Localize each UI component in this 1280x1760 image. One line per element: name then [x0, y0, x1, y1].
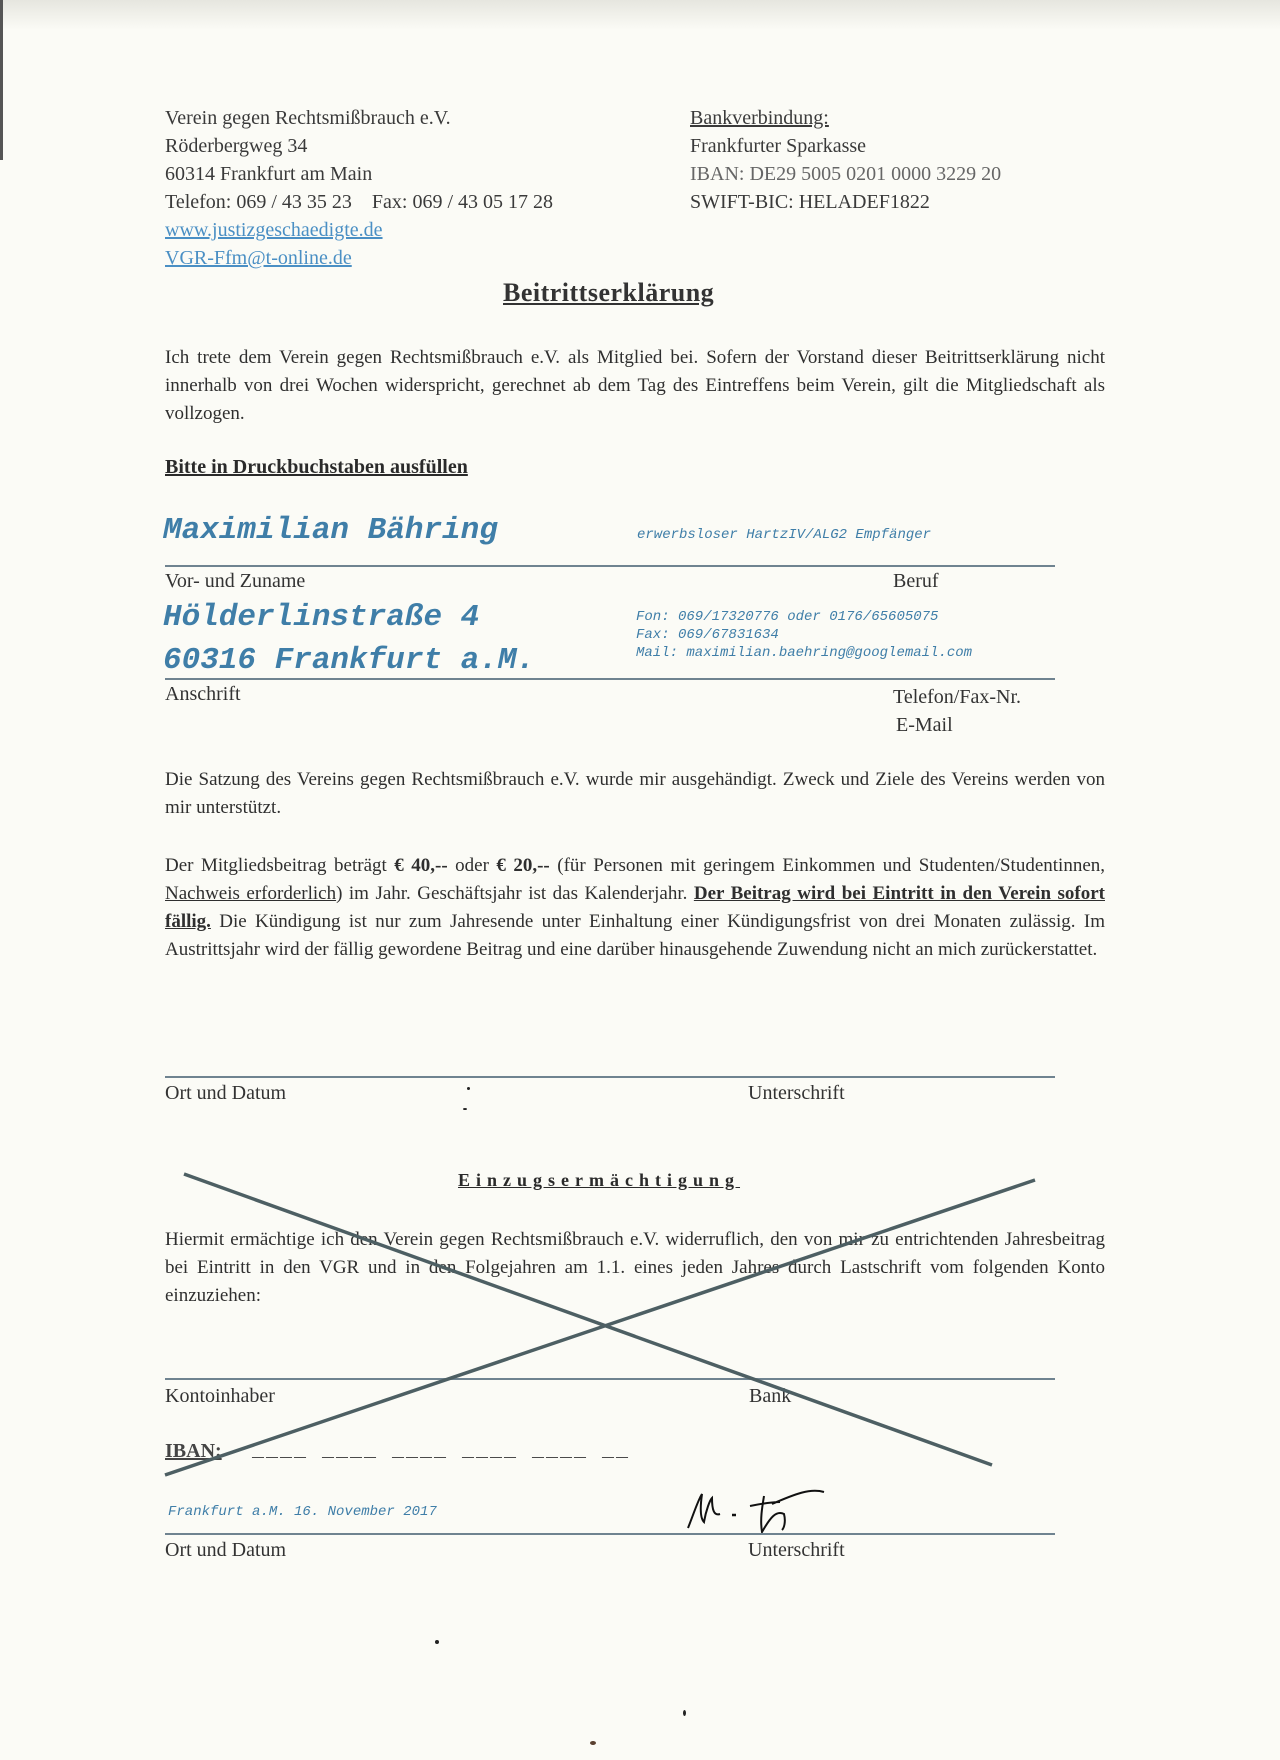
account-holder-label: Kontoinhaber: [165, 1385, 275, 1407]
cross-line-up: [165, 1180, 1035, 1475]
address-label: Anschrift: [165, 683, 241, 705]
iban-label: IBAN:: [165, 1440, 222, 1462]
fee-due-note: Der Beitrag wird bei Eintritt in den Verein sofort fällig.: [165, 883, 1105, 932]
place-date-label-2: Ort und Datum: [165, 1539, 287, 1561]
signature-line-2: [165, 1533, 1055, 1535]
contact-label-phone: Telefon/Fax-Nr.: [893, 686, 1022, 708]
name-label: Vor- und Zuname: [165, 570, 306, 592]
signature-stroke-3: [750, 1491, 824, 1532]
mail-value: Mail: maximilian.baehring@googlemail.com: [636, 645, 973, 661]
fee-text-5: Die Kündigung ist nur zum Jahresende unter Einhaltung einer Kündigungsfrist von drei Monaten zulässig. Im Austrittsjahr wird der fällig gewordene Beitrag und eine darüber hinausgehende Zuwendung nicht an mich zurückerstattet.: [165, 911, 1105, 960]
bank-bic: SWIFT-BIC: HELADEF1822: [690, 191, 930, 213]
full-name-field[interactable]: Maximilian Bähring: [163, 513, 498, 548]
bank-heading: Bankverbindung:: [690, 107, 829, 129]
sender-city: 60314 Frankfurt am Main: [165, 163, 373, 185]
page-title: Beitrittserklärung: [503, 278, 715, 307]
signature-stroke-1: [688, 1494, 720, 1528]
scan-speck: [435, 1640, 439, 1644]
fee-amount-regular: € 40,--: [394, 855, 448, 876]
occupation-field[interactable]: erwerbsloser HartzIV/ALG2 Empfänger: [637, 527, 932, 543]
address-line2-field[interactable]: 60316 Frankfurt a.M.: [163, 643, 536, 678]
fee-text-3: (für Personen mit geringem Einkommen und Studenten/Studentinnen,: [549, 855, 1106, 876]
bank-label: Bank: [749, 1385, 792, 1407]
intro-paragraph: Ich trete dem Verein gegen Rechtsmißbrauch e.V. als Mitglied bei. Sofern der Vorstand dieser Beitrittserklärung nicht innerhalb von drei Wochen widerspricht, gerechnet ab dem Tag des Eintreffens beim Verein, gilt die Mitgliedschaft als vollzogen.: [165, 347, 1105, 424]
signature-label-1: Unterschrift: [748, 1082, 845, 1104]
sender-email-link[interactable]: VGR-Ffm@t-online.de: [165, 247, 352, 269]
scan-speck: [590, 1741, 596, 1745]
scan-speck: [683, 1710, 686, 1716]
place-date-field[interactable]: Frankfurt a.M. 16. November 2017: [168, 1504, 437, 1520]
direct-debit-title: Einzugsermächtigung: [458, 1170, 741, 1190]
phone-value: Fon: 069/17320776 oder 0176/65605075: [636, 609, 939, 625]
fee-text-1: Der Mitgliedsbeitrag beträgt: [165, 855, 395, 876]
fee-proof-note: Nachweis erforderlich: [165, 883, 337, 904]
fax-value: Fax: 069/67831634: [636, 627, 779, 643]
fee-text-2: oder: [447, 855, 497, 876]
handwritten-signature[interactable]: [680, 1488, 900, 1538]
address-line1-field[interactable]: Hölderlinstraße 4: [163, 600, 480, 635]
fill-instruction: Bitte in Druckbuchstaben ausfüllen: [165, 456, 468, 478]
fee-text-4: ) im Jahr. Geschäftsjahr ist das Kalenderjahr.: [336, 883, 694, 904]
contact-label-email: E-Mail: [896, 714, 953, 736]
cross-line-down: [184, 1174, 992, 1465]
signature-label-2: Unterschrift: [748, 1539, 845, 1561]
bank-iban: IBAN: DE29 5005 0201 0000 3229 20: [690, 163, 1002, 185]
sender-phone-fax: Telefon: 069 / 43 35 23 Fax: 069 / 43 05 17 28: [165, 191, 554, 213]
sender-street: Röderbergweg 34: [165, 135, 308, 157]
place-date-label-1: Ort und Datum: [165, 1082, 287, 1104]
sender-website-link[interactable]: www.justizgeschaedigte.de: [165, 219, 383, 241]
fee-amount-reduced: € 20,--: [496, 855, 550, 876]
direct-debit-text: Hiermit ermächtige ich den Verein gegen Rechtsmißbrauch e.V. widerruflich, den von mir zu entrichtenden Jahresbeitrag bei Eintritt in den VGR und in den Folgejahren am 1.1. eines jeden Jahres durch Lastschrift vom folgenden Konto einzuziehen:: [165, 1229, 1105, 1306]
bank-name: Frankfurter Sparkasse: [690, 135, 867, 157]
sender-name: Verein gegen Rechtsmißbrauch e.V.: [165, 107, 451, 129]
occupation-label: Beruf: [893, 570, 939, 592]
iban-field[interactable]: ____ ____ ____ ____ ____ __: [252, 1440, 631, 1463]
statute-paragraph: Die Satzung des Vereins gegen Rechtsmißbrauch e.V. wurde mir ausgehändigt. Zweck und Ziele des Vereins werden von mir unterstützt.: [165, 769, 1105, 818]
